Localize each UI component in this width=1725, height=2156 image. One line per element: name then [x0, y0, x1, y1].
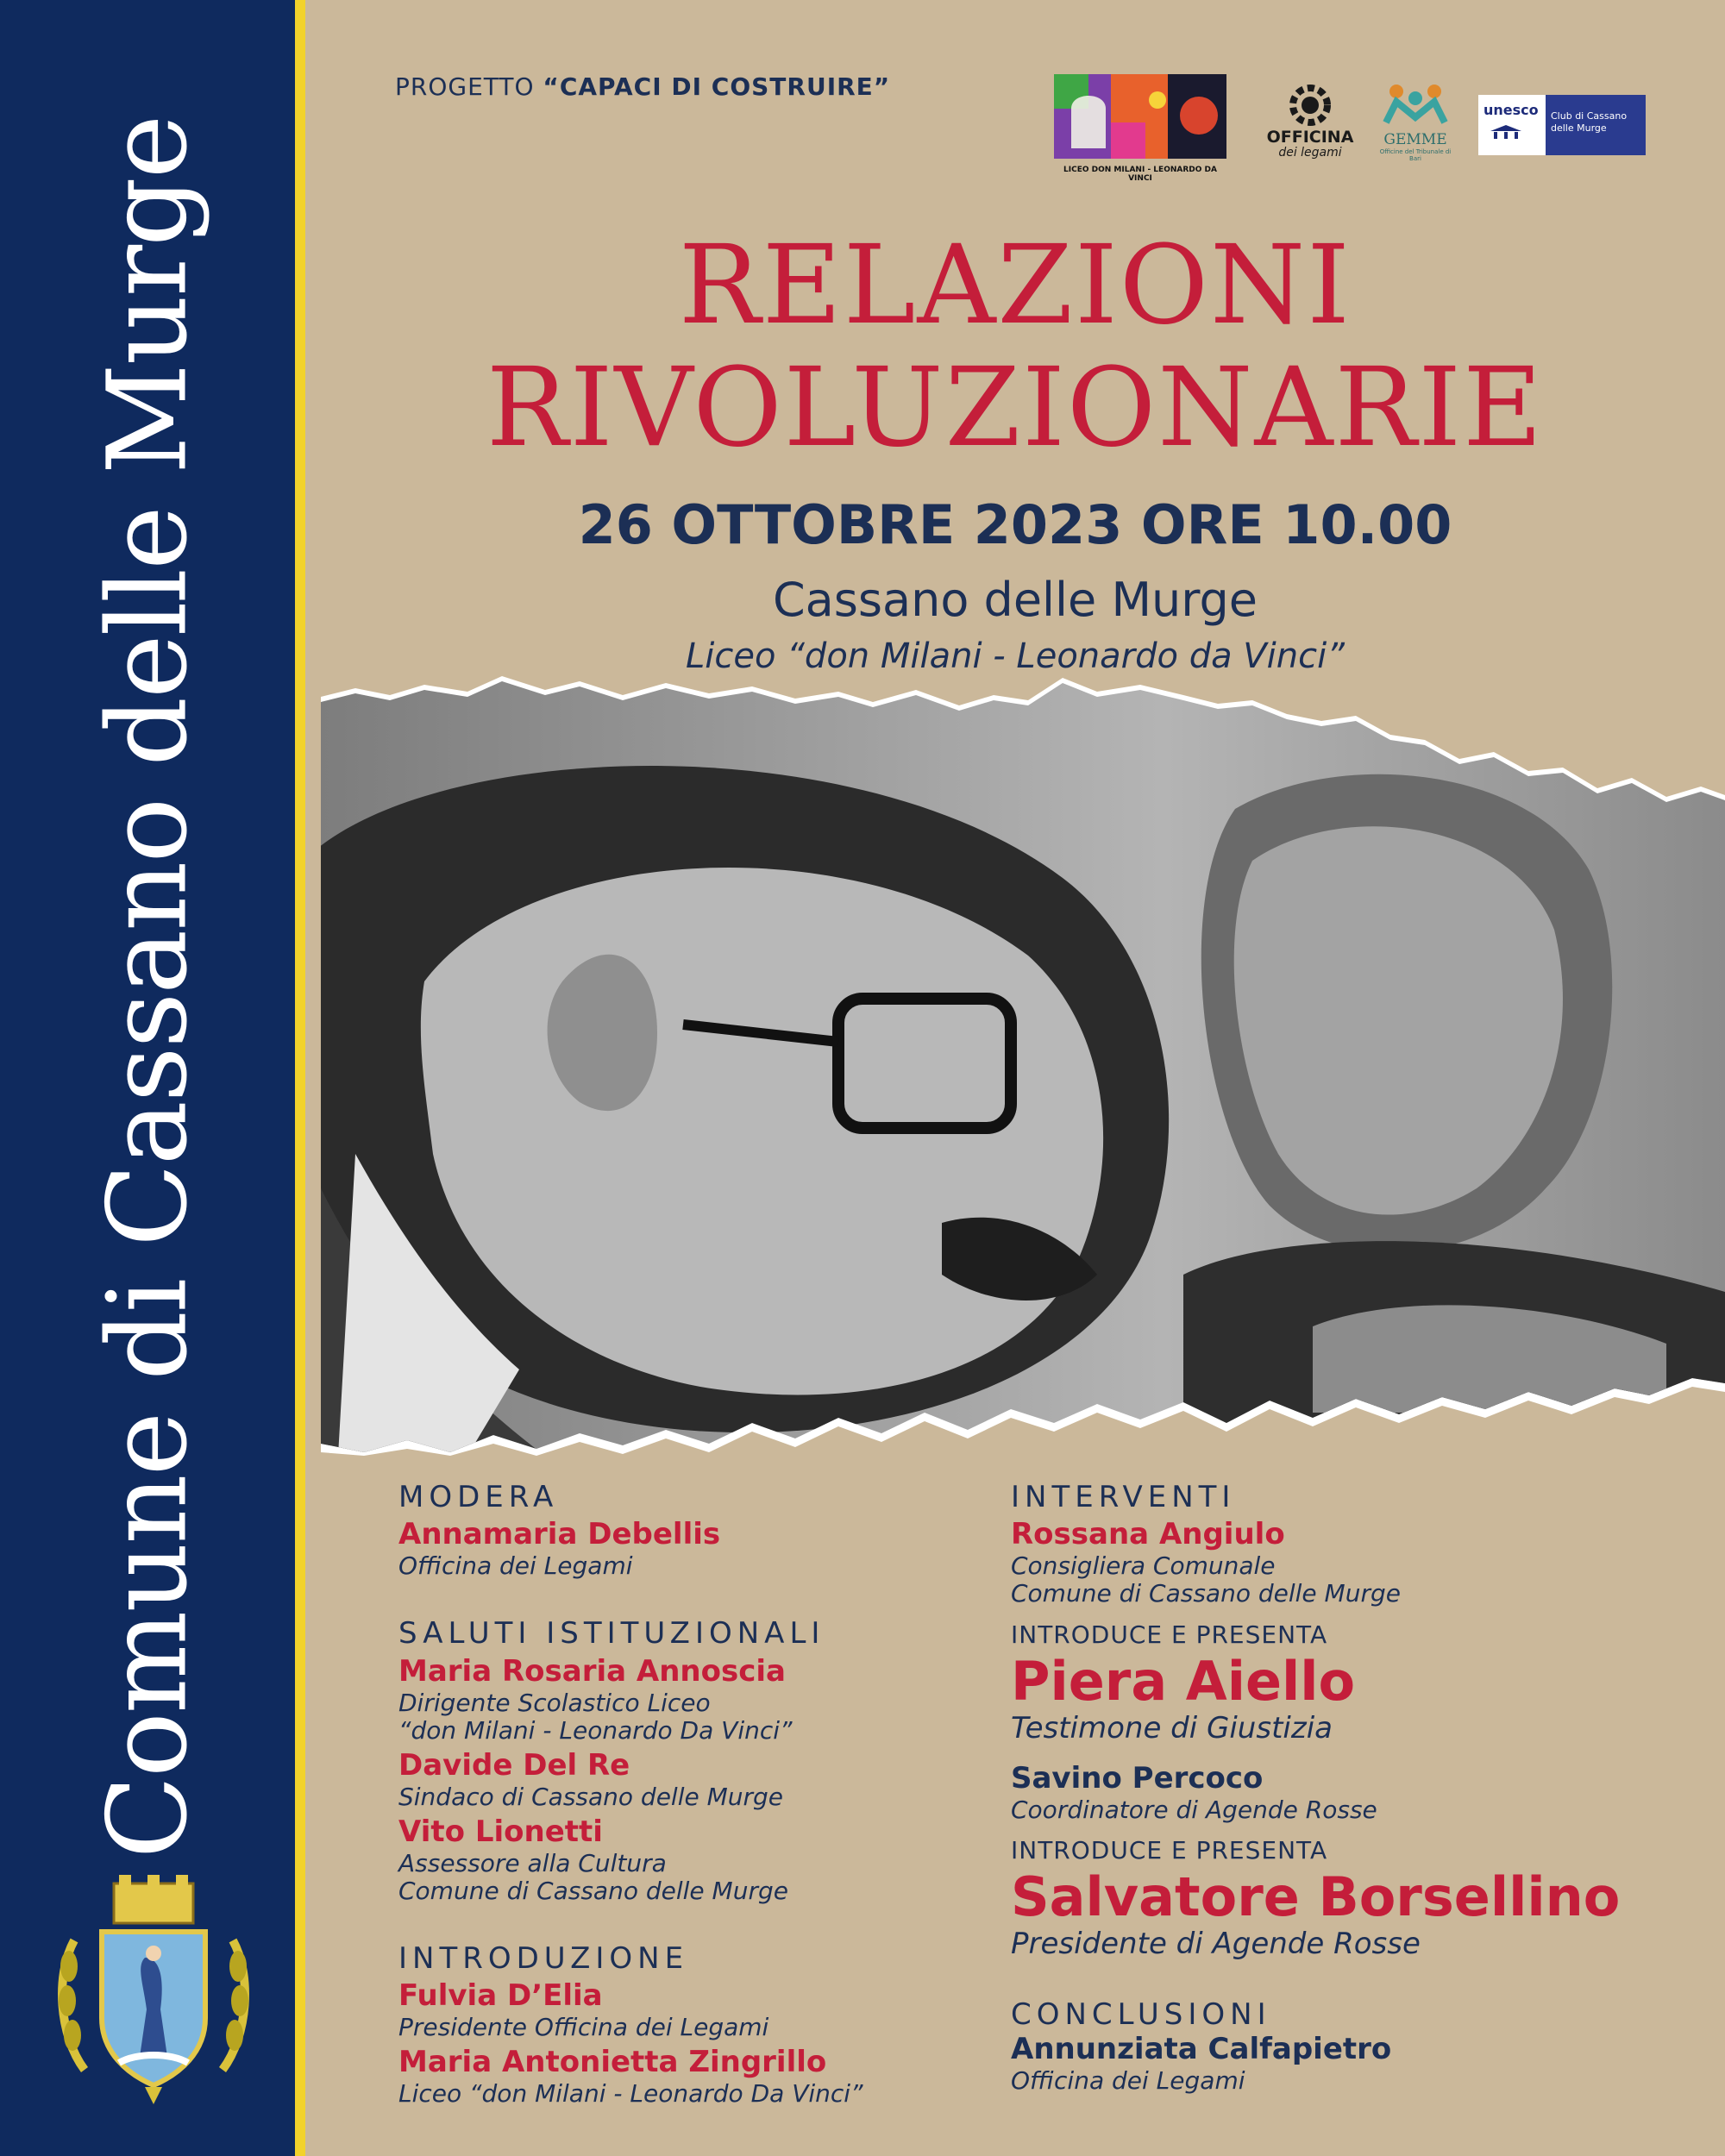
saluti-1-role-1: Dirigente Scolastico Liceo: [398, 1688, 711, 1717]
saluti-3-name: Vito Lionetti: [398, 1814, 603, 1849]
intro-1-role: Presidente Officina dei Legami: [398, 2013, 769, 2042]
event-title-line2: RIVOLUZIONARIE: [486, 344, 1545, 471]
intro-2-name: Maria Antonietta Zingrillo: [398, 2045, 827, 2080]
saluti-3-role-2: Comune di Cassano delle Murge: [398, 1876, 788, 1905]
partner-logos: [1051, 71, 1646, 183]
unesco-logo: [1478, 95, 1646, 155]
project-prefix: PROGETTO: [395, 72, 543, 101]
section-conclusioni: CONCLUSIONI: [1011, 1997, 1271, 2033]
saluti-1-name: Maria Rosaria Annoscia: [398, 1653, 786, 1689]
section-interventi: INTERVENTI: [1011, 1480, 1236, 1514]
unesco-logo-club: Club di Cassano delle Murge: [1551, 110, 1628, 135]
officina-logo-sub: dei legami: [1278, 146, 1342, 160]
liceo-logo: [1054, 74, 1226, 183]
liceo-logo-caption: LICEO DON MILANI - LEONARDO DA VINCI: [1063, 166, 1217, 183]
section-introduzione: INTRODUZIONE: [398, 1941, 689, 1977]
event-place: Cassano delle Murge: [772, 573, 1258, 627]
int-1-name: Rossana Angiulo: [1011, 1517, 1285, 1552]
gear-icon: [1284, 83, 1336, 126]
intro-2-role: Liceo “don Milani - Leonardo Da Vinci”: [398, 2079, 863, 2109]
municipality-title: Comune di Cassano delle Murge: [84, 116, 211, 1859]
program-left-column: [398, 1482, 916, 2108]
event-date: 26 OTTOBRE 2023 ORE 10.00: [578, 493, 1452, 556]
introduce-label-2: INTRODUCE E PRESENTA: [1011, 1835, 1328, 1865]
event-title-line1: RELAZIONI: [678, 222, 1352, 348]
saluti-1-role-2: “don Milani - Leonardo Da Vinci”: [398, 1715, 793, 1745]
intro-1-name: Fulvia D’Elia: [398, 1978, 603, 2014]
project-name: “CAPACI DI COSTRUIRE”: [543, 72, 891, 101]
gemme-logo-name: GEMME: [1383, 131, 1447, 148]
concl-role: Officina dei Legami: [1011, 2065, 1245, 2095]
modera-role: Officina dei Legami: [398, 1551, 633, 1581]
gemme-logo-sub: Officine del Tribunale di Bari: [1379, 148, 1452, 162]
guest-1-name: Piera Aiello: [1011, 1649, 1356, 1713]
modera-name: Annamaria Debellis: [398, 1517, 721, 1552]
saluti-3-role-1: Assessore alla Cultura: [398, 1848, 667, 1877]
saluti-2-name: Davide Del Re: [398, 1747, 630, 1783]
program-right-column: [1011, 1482, 1701, 2095]
int-1-role-1: Consigliera Comunale: [1011, 1551, 1276, 1581]
event-venue: Liceo “don Milani - Leonardo da Vinci”: [686, 636, 1345, 676]
int-2-name: Savino Percoco: [1011, 1760, 1264, 1796]
section-modera: MODERA: [398, 1480, 559, 1514]
guest-1-role: Testimone di Giustizia: [1011, 1710, 1333, 1745]
liceo-logo-icon: [1054, 74, 1226, 159]
yellow-stripe: [295, 0, 305, 2156]
portrait-photo: [321, 671, 1725, 1456]
guest-2-role: Presidente di Agende Rosse: [1011, 1927, 1421, 1962]
crest-icon: [50, 1871, 257, 2113]
gemme-logo: [1377, 79, 1454, 169]
officina-logo-name: OFFICINA: [1266, 128, 1354, 147]
unesco-temple-icon: [1489, 124, 1523, 141]
guest-2-name: Salvatore Borsellino: [1011, 1865, 1621, 1928]
concl-name: Annunziata Calfapietro: [1011, 2031, 1392, 2066]
introduce-label-1: INTRODUCE E PRESENTA: [1011, 1620, 1328, 1649]
officina-logo: [1263, 83, 1358, 169]
sidebar: [0, 0, 295, 2156]
saluti-2-role: Sindaco di Cassano delle Murge: [398, 1782, 784, 1811]
int-1-role-2: Comune di Cassano delle Murge: [1011, 1579, 1401, 1608]
project-line: [395, 72, 890, 101]
int-2-role: Coordinatore di Agende Rosse: [1011, 1795, 1377, 1824]
unesco-logo-name: unesco: [1484, 102, 1539, 118]
gemme-icon: [1381, 79, 1450, 128]
section-saluti: SALUTI ISTITUZIONALI: [398, 1616, 825, 1651]
